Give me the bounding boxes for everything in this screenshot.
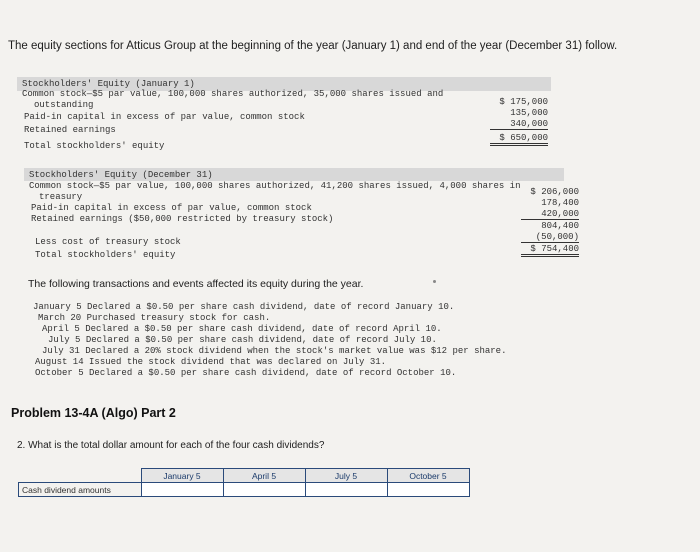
following-text: The following transactions and events affected its equity during the year. [28, 278, 364, 290]
cash-dividend-table [18, 468, 470, 497]
jan1-heading: Stockholders' Equity (January 1) [22, 79, 195, 89]
transaction-row [38, 313, 528, 323]
transaction-text: Declared a $0.50 per share cash dividend, date of record January 10. [87, 302, 455, 312]
input-july-5[interactable] [305, 483, 387, 497]
jan1-row-common-value: $ 175,000 [499, 97, 548, 107]
header-january-5: January 5 [141, 469, 223, 483]
dec31-row-treasury-label: Less cost of treasury stock [35, 237, 181, 247]
header-april-5: April 5 [223, 469, 305, 483]
jan1-row-total-value: $ 650,000 [490, 133, 548, 146]
jan1-row-retained-label: Retained earnings [24, 125, 116, 135]
transaction-text: Declared a $0.50 per share cash dividend, date of record July 10. [85, 335, 437, 345]
dec31-row-paidin-value: 178,400 [541, 198, 579, 208]
dec31-row-retained-value: 420,000 [521, 209, 579, 220]
transaction-date: July 31 [42, 346, 80, 356]
answer-input-row [19, 483, 470, 497]
jan1-row-common-label2: outstanding [34, 100, 94, 110]
dec31-row-common-value: $ 206,000 [530, 187, 579, 197]
dec31-row-common-label2: treasury [39, 192, 83, 202]
jan1-row-paidin-label: Paid-in capital in excess of par value, common stock [24, 112, 305, 122]
intro-text: The equity sections for Atticus Group at the beginning of the year (January 1) and end of the year (December 31) follow. [8, 40, 618, 52]
transaction-text: Declared a $0.50 per share cash dividend, date of record April 10. [85, 324, 442, 334]
jan1-row-retained-value: 340,000 [490, 119, 548, 130]
dec31-row-common-label: Common stock—$5 par value, 100,000 shares authorized, 41,200 shares issued, 4,000 shares in [29, 181, 521, 191]
input-january-5[interactable] [141, 483, 223, 497]
dec31-row-treasury-value: (50,000) [521, 232, 579, 243]
empty-header-cell [19, 469, 142, 483]
transaction-text: Issued the stock dividend that was declared on July 31. [89, 357, 387, 367]
row-label-cash-dividend-amounts: Cash dividend amounts [19, 483, 142, 497]
transaction-date: March 20 [38, 313, 82, 323]
transaction-row [42, 346, 562, 356]
dec31-row-retained-label: Retained earnings ($50,000 restricted by treasury stock) [31, 214, 334, 224]
answer-header-row [19, 469, 470, 483]
transaction-date: August 14 [35, 357, 84, 367]
transaction-text: Declared a 20% stock dividend when the stock's market value was $12 per share. [85, 346, 507, 356]
jan1-row-common-label: Common stock—$5 par value, 100,000 shares authorized, 35,000 shares issued and [22, 89, 444, 99]
dec31-row-total-label: Total stockholders' equity [35, 250, 176, 260]
dec31-row-subtotal-value: 804,400 [541, 221, 579, 231]
problem-title: Problem 13-4A (Algo) Part 2 [11, 406, 176, 420]
transaction-text: Declared a $0.50 per share cash dividend, date of record October 10. [89, 368, 457, 378]
header-october-5: October 5 [387, 469, 469, 483]
jan1-row-total-label: Total stockholders' equity [24, 141, 165, 151]
dec31-row-paidin-label: Paid-in capital in excess of par value, common stock [31, 203, 312, 213]
transaction-row [35, 357, 525, 367]
transaction-date: April 5 [42, 324, 80, 334]
transaction-row [42, 324, 532, 334]
question-text: 2. What is the total dollar amount for each of the four cash dividends? [17, 440, 325, 451]
stray-dot [433, 280, 436, 283]
transaction-date: October 5 [35, 368, 84, 378]
transaction-date: July 5 [48, 335, 81, 345]
header-july-5: July 5 [305, 469, 387, 483]
transaction-text: Purchased treasury stock for cash. [86, 313, 271, 323]
transaction-row [33, 302, 523, 312]
input-april-5[interactable] [223, 483, 305, 497]
transaction-date: January 5 [33, 302, 82, 312]
jan1-row-paidin-value: 135,000 [510, 108, 548, 118]
transaction-row [35, 368, 525, 378]
dec31-row-total-value: $ 754,400 [521, 244, 579, 257]
transaction-row [48, 335, 538, 345]
input-october-5[interactable] [387, 483, 469, 497]
dec31-heading: Stockholders' Equity (December 31) [29, 170, 213, 180]
